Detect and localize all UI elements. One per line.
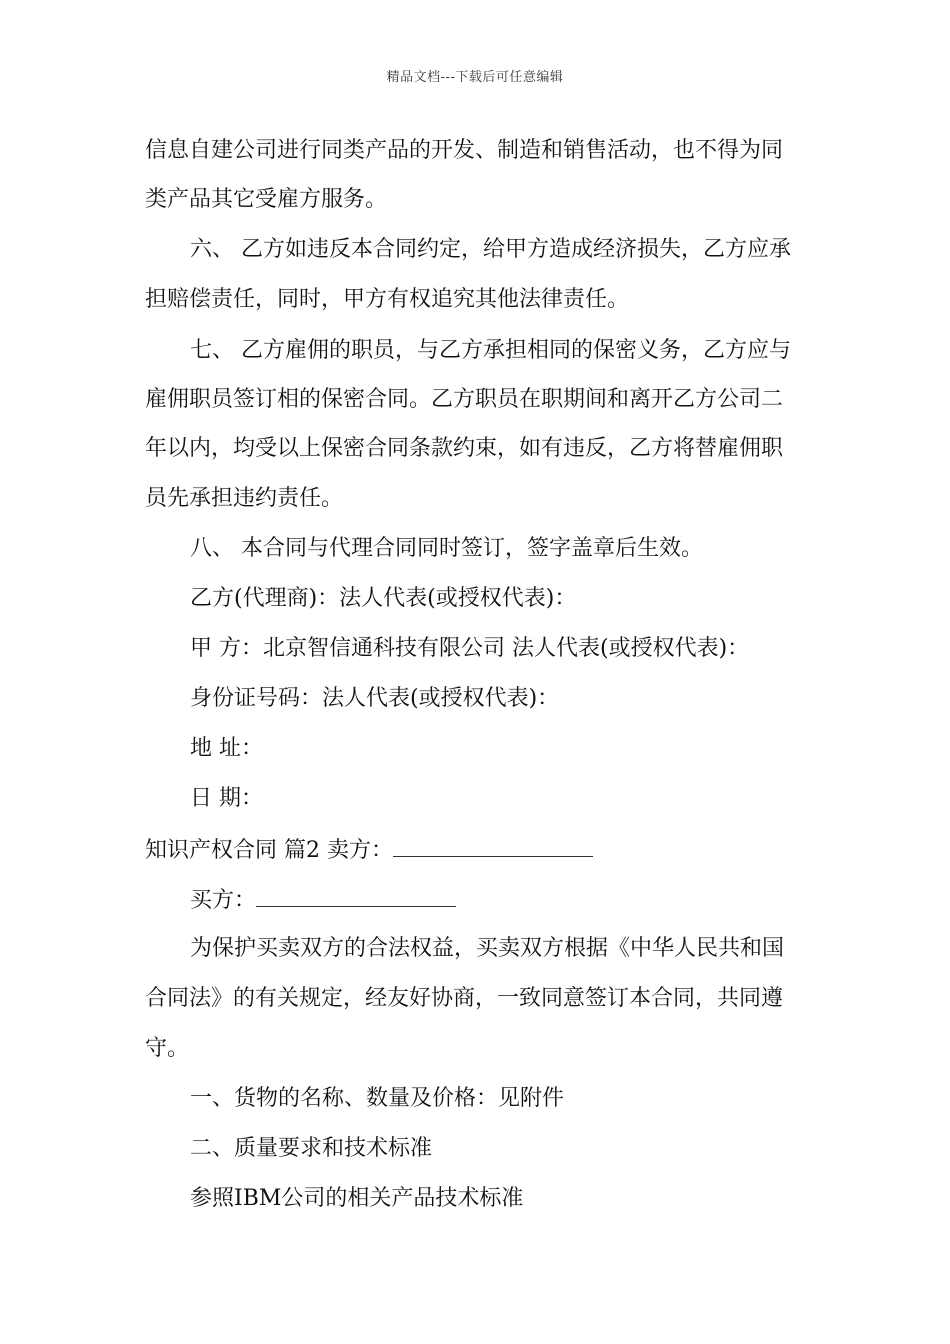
address-line: 地 址： (190, 736, 263, 761)
clause-six-line: 六、 乙方如违反本合同约定，给甲方造成经济损失，乙方应承 (190, 237, 791, 262)
date-line: 日 期： (190, 786, 263, 811)
buyer-line (190, 884, 456, 916)
clause-eight-line: 八、 本合同与代理合同同时签订，签字盖章后生效。 (190, 536, 703, 561)
paragraph-line: 类产品其它受雇方服务。 (145, 187, 388, 212)
contract-heading-line (145, 834, 593, 866)
section-two-line: 二、质量要求和技术标准 (190, 1136, 433, 1161)
section-one-line: 一、货物的名称、数量及价格：见附件 (190, 1086, 565, 1111)
paragraph-line: 守。 (145, 1036, 190, 1061)
party-b-signature-line: 乙方(代理商)：法人代表(或授权代表)： (190, 586, 577, 611)
standard-reference-line: 参照IBM公司的相关产品技术标准 (190, 1186, 524, 1211)
clause-seven-line: 七、 乙方雇佣的职员，与乙方承担相同的保密义务，乙方应与 (190, 338, 791, 363)
page-header: 精品文档---下载后可任意编辑 (386, 70, 564, 85)
paragraph-line: 担赔偿责任，同时，甲方有权追究其他法律责任。 (145, 287, 630, 312)
paragraph-line: 年以内，均受以上保密合同条款约束，如有违反，乙方将替雇佣职 (145, 436, 784, 461)
paragraph-line: 雇佣职员签订相的保密合同。乙方职员在职期间和离开乙方公司二 (145, 387, 784, 412)
buyer-label: 买方： (190, 888, 257, 913)
seller-blank (393, 834, 593, 857)
party-a-signature-line: 甲 方：北京智信通科技有限公司 法人代表(或授权代表)： (190, 636, 750, 661)
id-number-line: 身份证号码：法人代表(或授权代表)： (190, 686, 560, 711)
paragraph-line: 信息自建公司进行同类产品的开发、制造和销售活动，也不得为同 (145, 138, 784, 163)
paragraph-line: 合同法》的有关规定，经友好协商，一致同意签订本合同，共同遵 (145, 986, 784, 1011)
contract-heading-text: 知识产权合同 篇2 卖方： (145, 838, 393, 863)
preamble-line: 为保护买卖双方的合法权益，买卖双方根据《中华人民共和国 (190, 936, 785, 961)
paragraph-line: 员先承担违约责任。 (145, 486, 344, 511)
buyer-blank (256, 884, 456, 907)
